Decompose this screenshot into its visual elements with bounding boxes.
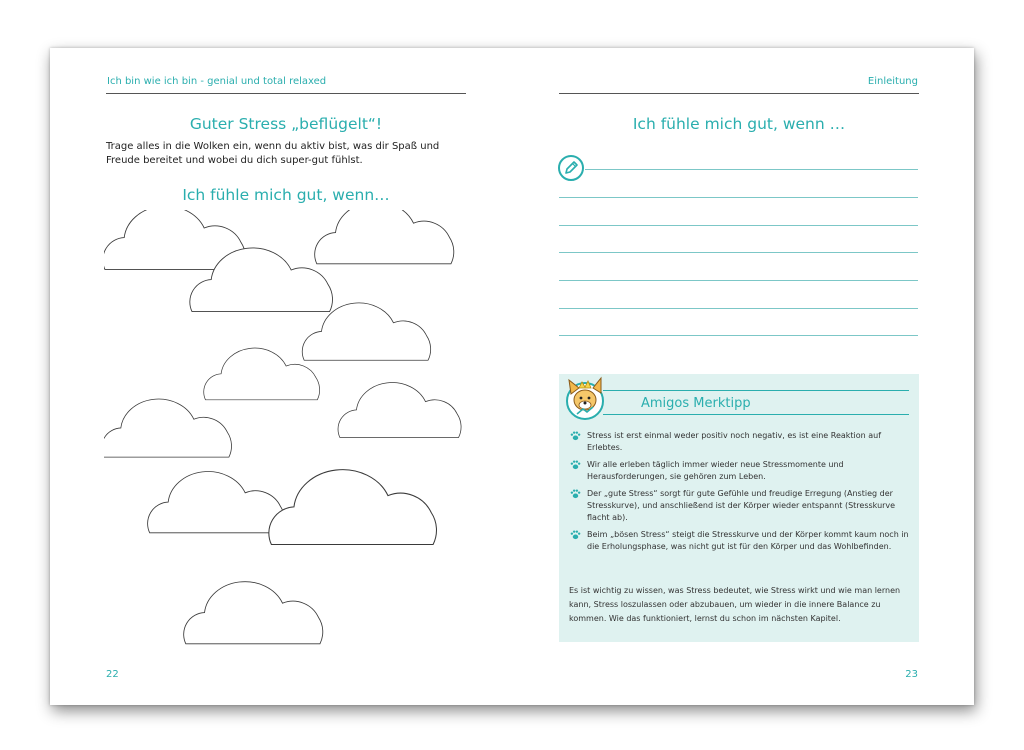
book-spread xyxy=(50,48,974,705)
paw-icon xyxy=(570,431,581,441)
clouds-drawing xyxy=(104,210,474,660)
right-page-number: 23 xyxy=(905,669,918,680)
list-item xyxy=(569,430,909,454)
tip-item-text: Stress ist erst einmal weder positiv noch negativ, es ist eine Reaktion auf Erlebtes. xyxy=(587,431,882,452)
left-running-head: Ich bin wie ich bin - genial und total relaxed xyxy=(107,76,327,87)
tip-box-title: Amigos Merktipp xyxy=(641,396,751,411)
paw-icon xyxy=(570,530,581,540)
writing-line[interactable] xyxy=(559,252,918,253)
right-running-head: Einleitung xyxy=(867,76,918,87)
tip-item-text: Der „gute Stress“ sorgt für gute Gefühle und freudige Erregung (Anstieg der Stresskurve), und anschließend ist der Körper wieder entspannt (Stresskurve flacht ab). xyxy=(587,489,896,522)
tip-paragraph: Es ist wichtig zu wissen, was Stress bedeutet, wie Stress wirkt und wie man lernen kann, Stress loszulassen oder abzubauen, um wieder in die innere Balance zu kommen. Wie das funktioniert, lernst du schon im nächsten Kapitel. xyxy=(569,586,901,623)
left-page-number: 22 xyxy=(106,669,119,680)
left-page-title: Guter Stress „beflügelt“! xyxy=(189,115,383,133)
list-item xyxy=(569,529,909,553)
left-header-rule xyxy=(106,93,466,94)
cloud-shape xyxy=(269,470,437,545)
cloud-shape xyxy=(148,472,285,533)
right-header-rule xyxy=(559,93,919,94)
writing-line[interactable] xyxy=(585,169,918,170)
tip-title-rule xyxy=(603,414,909,415)
paw-icon xyxy=(570,460,581,470)
tip-item-text: Wir alle erleben täglich immer wieder neue Stressmomente und Herausforderungen, sie gehören zum Leben. xyxy=(587,460,844,481)
paw-icon xyxy=(570,489,581,499)
right-page-title: Ich fühle mich gut, wenn … xyxy=(632,115,846,133)
tip-list xyxy=(569,430,909,558)
tip-top-rule xyxy=(603,390,909,391)
tip-box xyxy=(559,374,919,642)
cloud-shape xyxy=(104,399,232,457)
dog-mascot-icon xyxy=(563,376,609,422)
left-page-subtitle: Ich fühle mich gut, wenn… xyxy=(182,186,390,204)
pencil-icon xyxy=(557,154,587,184)
writing-line[interactable] xyxy=(559,308,918,309)
writing-line[interactable] xyxy=(559,280,918,281)
cloud-shape xyxy=(184,582,323,644)
instruction-text: Trage alles in die Wolken ein, wenn du aktiv bist, was dir Spaß und Freude bereitet und wobei du dich super-gut fühlst. xyxy=(106,141,440,166)
writing-line[interactable] xyxy=(559,197,918,198)
tip-item-text: Beim „bösen Stress“ steigt die Stresskurve und der Körper kommt kaum noch in die Erholungsphase, was nicht gut ist für den Körper und das Wohlbefinden. xyxy=(587,530,909,551)
writing-line[interactable] xyxy=(559,335,918,336)
writing-line[interactable] xyxy=(559,225,918,226)
cloud-shape xyxy=(315,210,454,264)
list-item xyxy=(569,488,909,524)
cloud-shape xyxy=(338,383,461,438)
list-item xyxy=(569,459,909,483)
